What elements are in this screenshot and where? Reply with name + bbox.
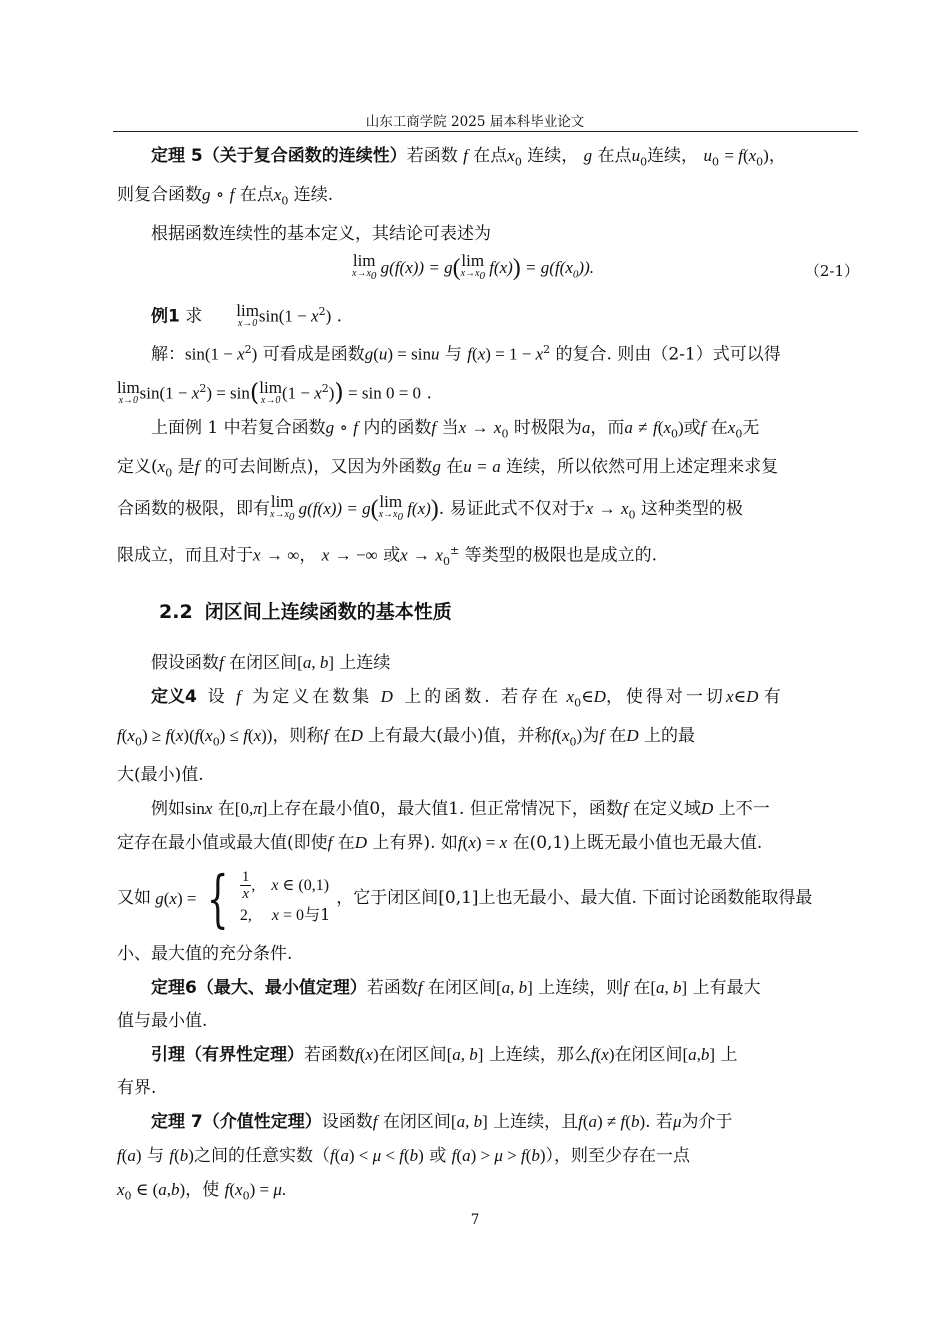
- page-number: 7: [470, 1212, 480, 1228]
- paragraph-example-line2: 定存在最小值或最大值(即使f 在D 上有界). 如f(x) = x 在(0,1)上既无最小值也无最大值.: [117, 832, 763, 853]
- theorem-7-line3: $x_0$ ∈ (a,b)，使 $f(x_0) = \mu$.: [117, 1179, 287, 1203]
- definition-4: 定义4 设 f 为定义在数集 D 上的函数. 若存在 $x_0\in D$，使得对一切x∈D 有: [151, 686, 781, 710]
- theorem-7-name: （介值性定理）: [202, 1111, 322, 1132]
- section-title: 闭区间上连续函数的基本性质: [204, 600, 452, 623]
- definition-4-label: 定义4: [151, 686, 197, 707]
- piecewise-cases: $\frac{1}{x}$ , x ∈ (0,1) 2, x = 0与1: [239, 868, 331, 924]
- example-1-label: 例1: [151, 306, 180, 327]
- lemma-cont: 有界.: [117, 1077, 157, 1098]
- paragraph-remark-line2: 定义($x_0$ 是f 的可去间断点)，又因为外函数g 在u = a 连续，所以依然可用上述定理来求复: [117, 457, 779, 480]
- theorem-6-name: （最大、最小值定理）: [196, 977, 367, 998]
- equation-2-1-formula: lim $x\to x_0$ g(f(x)) = g( lim $x\to x_0$ $f(x)) = g(f(x_0))$.: [352, 251, 594, 283]
- lemma-label: 引理: [151, 1044, 185, 1065]
- definition-4-line2: $f(x_0) \ge f(x)(f(x_0) \le f(x))$，则称f 在D 上有最大(最小)值，并称$f(x_0)$为f 在D 上的最: [117, 726, 696, 749]
- definition-4-line3: 大(最小)值.: [117, 764, 204, 785]
- brace-symbol: {: [207, 861, 230, 935]
- theorem-5-cont: 则复合函数g ∘ f 在点$x_0$ 连续.: [117, 185, 334, 208]
- lemma-name: （有界性定理）: [185, 1044, 304, 1065]
- page-body: [117, 139, 859, 1212]
- theorem-6: 定理6（最大、最小值定理）若函数f 在闭区间[a, b] 上连续，则f 在[a, b] 上有最大: [151, 977, 761, 998]
- theorem-5-label: 定理 5: [151, 146, 203, 166]
- theorem-5-name: （关于复合函数的连续性）: [202, 146, 407, 166]
- paragraph-remark: 上面例 1 中若复合函数g ∘ f 内的函数f 当$x \to x_0$ 时极限为a，而$a \ne f(x_0)$或f 在$x_0$无: [151, 417, 760, 441]
- example-1: 例1 求 lim x→0 $\sin(1 - x^2)$ .: [151, 300, 343, 329]
- piecewise-function: 又如 g ( x ) = { $\frac{1}{x}$ , x ∈ (0,1) 2, x = 0与1 ，它于闭区间[0,1]上也无最小、最大值. 下面讨论函数能取得最: [117, 861, 813, 935]
- theorem-5: 定理 5（关于复合函数的连续性）若函数 f 在点$x_0$ 连续， g 在点$u_0$连续， $u_0 = f(x_0)$，: [151, 146, 786, 169]
- theorem-6-label: 定理6: [151, 977, 197, 998]
- page-header: 山东工商学院 2025 届本科毕业论文: [365, 114, 585, 130]
- theorem-7-label: 定理 7: [151, 1111, 203, 1132]
- theorem-7: 定理 7（介值性定理）设函数f 在闭区间[a, b] 上连续，且f(a) ≠ f(b). 若μ为介于: [151, 1111, 733, 1132]
- section-number: 2.2: [159, 600, 193, 623]
- lemma: 引理（有界性定理）若函数f(x)在闭区间[a, b] 上连续，那么f(x)在闭区间[a,b] 上: [151, 1044, 738, 1065]
- paragraph-basic: 根据函数连续性的基本定义，其结论可表述为: [151, 223, 491, 244]
- header-rule: [113, 131, 858, 132]
- theorem-7-line2: f(a) 与 f(b)之间的任意实数（f(a) < μ < f(b) 或 f(a) > μ > f(b)），则至少存在一点: [117, 1145, 691, 1166]
- solution-equation: lim x→0 $\sin(1 - x^2) = \sin$( lim x→0 $(1 - x^2)) = \sin 0 = 0$ .: [117, 378, 432, 407]
- equation-number: （2-1）: [804, 261, 859, 280]
- solution: 解：$\sin(1 - x^2)$ 可看成是函数g(u) = sinu 与 $f(x) = 1 - x^2$ 的复合. 则由（2-1）式可以得: [151, 343, 781, 366]
- section-heading: [117, 596, 859, 628]
- paragraph-assume: 假设函数f 在闭区间[a, b] 上连续: [151, 652, 391, 673]
- paragraph-example: 例如sinx 在[0,π]上存在最小值0，最大值1. 但正常情况下，函数f 在定义域D 上不一: [151, 798, 770, 819]
- equation-2-1: [117, 251, 859, 295]
- paragraph-remark-line3: 合函数的极限，即有 lim $x\to x_0$ g(f(x)) = g( lim $x\to x_0$ f(x)). 易证此式不仅对于$x \to x_0$ 这种类型的极: [117, 492, 743, 524]
- paragraph-example-line4: 小、最大值的充分条件.: [117, 943, 293, 964]
- theorem-6-cont: 值与最小值.: [117, 1010, 208, 1031]
- paragraph-remark-line4: 限成立，而且对于x → ∞， x → −∞ 或$x \to x_0^\pm$ 等类型的极限也是成立的.: [117, 543, 657, 568]
